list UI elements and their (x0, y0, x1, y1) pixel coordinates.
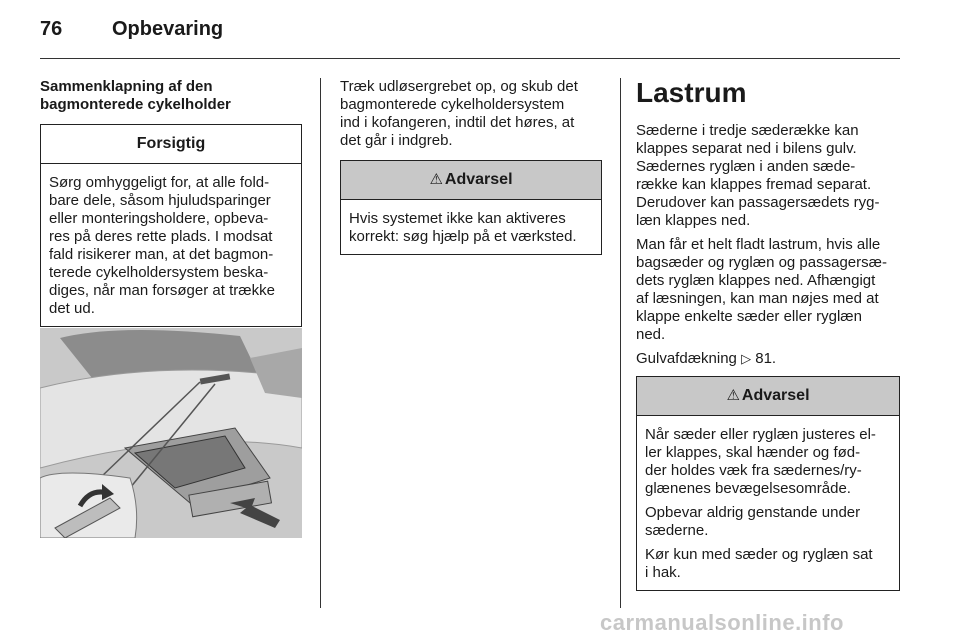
page-title: Opbevaring (112, 18, 224, 40)
warning-body: Hvis systemet ikke kan aktiveres korrekt: søg hjælp på et værksted. (349, 210, 577, 245)
left-column (40, 78, 302, 327)
car-rear-illustration-icon (40, 328, 302, 538)
warning-box (340, 160, 602, 255)
instruction-text: Træk udløsergrebet op, og skub det bagmonterede cykelholdersystem ind i kofangeren, indtil det høres, at det går i indgreb. (340, 78, 578, 149)
warning-body: Når sæder eller ryglæn justeres el- ler klappes, skal hænder og fød- der holdes væk fra sædernes/ry- glænenes bevægelsesområde. Opbevar aldrig genstande under sæderne. Kør kun med sæder og ryglæn sat i hak. (645, 426, 876, 581)
bike-carrier-illustration (40, 328, 302, 538)
middle-column (340, 78, 602, 255)
cross-reference: Gulvafdækning ▷ 81. (636, 350, 777, 367)
watermark: carmanualsonline.info (600, 610, 844, 635)
column-divider-2 (620, 78, 621, 608)
right-column (636, 78, 900, 591)
caution-title: Forsigtig (41, 125, 301, 164)
paragraph: Sæderne i tredje sæderække kan klappes separat ned i bilens gulv. Sædernes ryglæn i anden sæde- række kan klappes fremad separat. Derudover kan passagersædets ryg- læn klappes ned. (636, 122, 880, 229)
section-subheading: Sammenklapning af den bagmonterede cykelholder (40, 78, 231, 113)
section-heading: Lastrum (636, 77, 747, 108)
warning-title: ⚠ Advarsel (341, 161, 601, 200)
header-rule (40, 58, 900, 59)
caution-box (40, 124, 302, 327)
paragraph: Man får et helt fladt lastrum, hvis alle bagsæder og ryglæn og passagersæ- dets ryglæn klappes ned. Afhængigt af læsningen, kan man nøjes med at klappe enkelte sæder eller ryglæn ned. (636, 236, 887, 343)
page-number: 76 (40, 18, 63, 40)
warning-icon: ⚠ (429, 171, 443, 188)
warning-title: ⚠ Advarsel (637, 377, 899, 416)
page-header (40, 18, 223, 41)
column-divider-1 (320, 78, 321, 608)
warning-box (636, 376, 900, 591)
arrow-reference-icon: ▷ (741, 351, 752, 366)
caution-body: Sørg omhyggeligt for, at alle fold- bare dele, såsom hjuludsparinger eller monteringsholdere, opbeva- res på deres rette plads. I modsat fald risikerer man, at det bagmon- terede cykelholdersystem beska- diges, når man forsøger at trække det ud. (49, 174, 275, 317)
warning-icon: ⚠ (726, 387, 740, 404)
